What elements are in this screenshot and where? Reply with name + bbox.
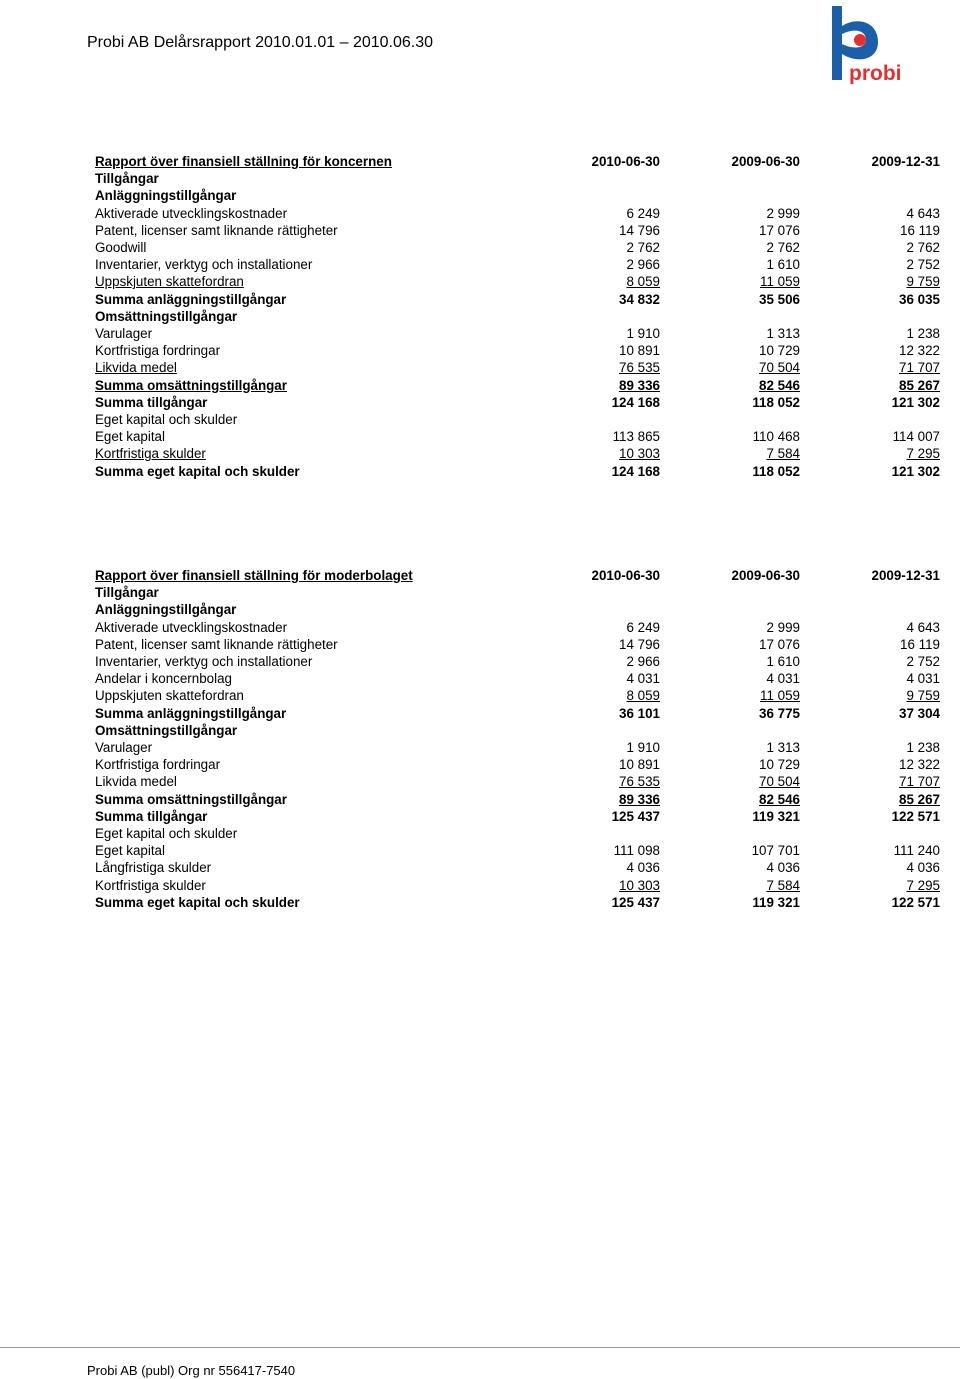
row-value: 4 643 [906, 619, 940, 635]
value-cell [535, 653, 660, 670]
row-value: 2 762 [906, 240, 940, 256]
row-label: Patent, licenser samt liknande rättigheter [95, 636, 338, 652]
value-cell [535, 463, 660, 480]
row-value: 1 313 [766, 740, 800, 756]
value-cell [800, 359, 940, 376]
row-value: 124 168 [611, 394, 660, 410]
row-value: 11 059 [760, 688, 800, 704]
row-value: 4 036 [906, 860, 940, 876]
value-cell [800, 584, 940, 601]
value-cell [660, 170, 800, 187]
row-value: 10 891 [619, 757, 660, 773]
row-label: Anläggningstillgångar [95, 188, 237, 204]
row-value: 16 119 [900, 222, 940, 238]
value-cell [800, 687, 940, 704]
row-value: 12 322 [899, 757, 940, 773]
row-label: Summa eget kapital och skulder [95, 894, 300, 910]
row-value: 76 535 [619, 360, 660, 376]
value-cell [535, 687, 660, 704]
table-row [95, 170, 940, 187]
row-value: 7 584 [766, 446, 800, 462]
value-cell [535, 239, 660, 256]
row-value: 71 707 [899, 360, 940, 376]
table-row [95, 394, 940, 411]
value-cell [535, 877, 660, 894]
row-label: Kortfristiga fordringar [95, 343, 221, 359]
table-row [95, 687, 940, 704]
report-koncernen [95, 153, 940, 480]
row-label: Kortfristiga fordringar [95, 757, 221, 773]
report-body [95, 153, 940, 480]
row-value: 7 295 [906, 877, 940, 893]
footer-org-text: Probi AB (publ) Org nr 556417-7540 [87, 1363, 296, 1378]
table-row [95, 445, 940, 462]
table-row [95, 601, 940, 618]
table-row [95, 584, 940, 601]
value-cell [535, 739, 660, 756]
column-header-date: 2010-06-30 [591, 568, 660, 583]
value-cell [535, 636, 660, 653]
report-body [95, 567, 940, 911]
table-row [95, 291, 940, 308]
value-cell [535, 894, 660, 911]
value-cell [535, 445, 660, 462]
value-cell [660, 773, 800, 790]
row-value: 1 910 [626, 326, 660, 342]
row-value: 4 036 [766, 860, 800, 876]
row-value: 82 546 [759, 791, 800, 807]
value-cell [800, 428, 940, 445]
row-value: 1 238 [906, 740, 940, 756]
row-label: Långfristiga skulder [95, 860, 212, 876]
row-label: Kortfristiga skulder [95, 446, 206, 462]
value-cell [800, 256, 940, 273]
value-cell [535, 756, 660, 773]
value-cell [535, 187, 660, 204]
row-label: Eget kapital och skulder [95, 412, 238, 428]
table-row [95, 877, 940, 894]
table-row [95, 205, 940, 222]
row-label: Summa anläggningstillgångar [95, 291, 287, 307]
row-value: 121 302 [891, 394, 940, 410]
row-label: Summa tillgångar [95, 808, 208, 824]
value-cell [800, 705, 940, 722]
value-cell [800, 636, 940, 653]
row-label: Omsättningstillgångar [95, 722, 238, 738]
row-value: 9 759 [906, 274, 940, 290]
row-value: 36 035 [899, 291, 940, 307]
value-cell [660, 722, 800, 739]
row-label: Eget kapital och skulder [95, 826, 238, 842]
probi-logo [828, 4, 912, 84]
column-header-date: 2010-06-30 [591, 154, 660, 169]
row-value: 2 762 [766, 240, 800, 256]
value-cell [660, 739, 800, 756]
row-value: 36 101 [619, 705, 660, 721]
table-row [95, 791, 940, 808]
value-cell [660, 187, 800, 204]
column-header-date: 2009-06-30 [731, 568, 800, 583]
value-cell [660, 894, 800, 911]
value-cell [660, 411, 800, 428]
row-value: 2 999 [766, 619, 800, 635]
value-cell [800, 325, 940, 342]
row-label: Likvida medel [95, 360, 177, 376]
row-value: 119 321 [752, 894, 800, 910]
value-cell [660, 619, 800, 636]
table-row [95, 705, 940, 722]
row-value: 114 007 [892, 429, 940, 445]
row-label: Varulager [95, 740, 153, 756]
value-cell [535, 325, 660, 342]
value-cell [660, 825, 800, 842]
row-value: 4 036 [626, 860, 660, 876]
table-row [95, 670, 940, 687]
value-cell [800, 239, 940, 256]
row-value: 2 966 [626, 257, 660, 273]
value-cell [660, 342, 800, 359]
report-title: Rapport över finansiell ställning för moderbolaget [95, 568, 413, 583]
row-value: 2 966 [626, 654, 660, 670]
row-value: 1 238 [906, 326, 940, 342]
value-cell [800, 739, 940, 756]
table-row [95, 859, 940, 876]
value-cell [800, 187, 940, 204]
row-value: 6 249 [626, 619, 660, 635]
row-value: 70 504 [759, 360, 800, 376]
value-cell [800, 273, 940, 290]
row-label: Goodwill [95, 240, 147, 256]
table-row [95, 308, 940, 325]
column-header-date: 2009-12-31 [871, 154, 940, 169]
value-cell [535, 428, 660, 445]
row-label: Likvida medel [95, 774, 177, 790]
value-cell [535, 808, 660, 825]
row-label: Inventarier, verktyg och installationer [95, 257, 313, 273]
logo-wordmark: probi [849, 62, 902, 84]
value-cell [660, 291, 800, 308]
value-cell [800, 894, 940, 911]
value-cell [660, 394, 800, 411]
value-cell [660, 601, 800, 618]
table-row [95, 636, 940, 653]
row-label: Patent, licenser samt liknande rättigheter [95, 222, 338, 238]
row-label: Uppskjuten skattefordran [95, 688, 244, 704]
value-cell [800, 722, 940, 739]
row-value: 82 546 [759, 377, 800, 393]
table-row [95, 222, 940, 239]
row-value: 2 762 [626, 240, 660, 256]
value-cell [535, 791, 660, 808]
value-cell [535, 601, 660, 618]
row-value: 111 098 [613, 843, 660, 859]
row-value: 113 865 [612, 429, 660, 445]
column-header-date: 2009-06-30 [731, 154, 800, 169]
value-cell [535, 394, 660, 411]
row-value: 10 729 [759, 757, 800, 773]
row-value: 71 707 [899, 774, 940, 790]
row-label: Eget kapital [95, 843, 165, 859]
report-moderbolaget [95, 567, 940, 911]
row-value: 10 891 [619, 343, 660, 359]
value-cell [535, 205, 660, 222]
row-value: 7 584 [766, 877, 800, 893]
row-value: 89 336 [619, 791, 660, 807]
table-row [95, 739, 940, 756]
table-row [95, 722, 940, 739]
row-value: 8 059 [626, 274, 660, 290]
value-cell [660, 842, 800, 859]
row-value: 125 437 [611, 808, 660, 824]
row-value: 85 267 [899, 791, 940, 807]
value-cell [660, 308, 800, 325]
row-label: Andelar i koncernbolag [95, 671, 232, 687]
row-value: 10 729 [759, 343, 800, 359]
value-cell [660, 273, 800, 290]
row-value: 16 119 [900, 636, 940, 652]
row-value: 35 506 [759, 291, 800, 307]
value-cell [535, 377, 660, 394]
value-cell [535, 825, 660, 842]
value-cell [800, 463, 940, 480]
row-value: 34 832 [619, 291, 660, 307]
value-cell [800, 670, 940, 687]
value-cell [660, 791, 800, 808]
row-value: 111 240 [893, 843, 940, 859]
value-cell [660, 256, 800, 273]
row-value: 119 321 [752, 808, 800, 824]
value-cell [535, 584, 660, 601]
row-value: 37 304 [899, 705, 940, 721]
value-cell [535, 705, 660, 722]
table-row [95, 463, 940, 480]
value-cell [660, 756, 800, 773]
row-value: 110 468 [752, 429, 800, 445]
value-cell [800, 825, 940, 842]
row-label: Summa eget kapital och skulder [95, 463, 300, 479]
value-cell [800, 205, 940, 222]
value-cell [800, 308, 940, 325]
table-row [95, 239, 940, 256]
row-value: 4 031 [766, 671, 800, 687]
row-value: 11 059 [760, 274, 800, 290]
row-value: 1 910 [626, 740, 660, 756]
row-value: 2 752 [906, 654, 940, 670]
row-value: 122 571 [891, 808, 940, 824]
value-cell [660, 670, 800, 687]
row-value: 118 052 [752, 394, 800, 410]
table-row [95, 894, 940, 911]
row-label: Eget kapital [95, 429, 165, 445]
table-row [95, 773, 940, 790]
value-cell [660, 584, 800, 601]
value-cell [800, 773, 940, 790]
value-cell [800, 394, 940, 411]
row-label: Summa anläggningstillgångar [95, 705, 287, 721]
row-label: Anläggningstillgångar [95, 602, 237, 618]
table-row [95, 825, 940, 842]
value-cell [535, 291, 660, 308]
row-label: Tillgångar [95, 585, 159, 601]
row-value: 17 076 [759, 636, 800, 652]
row-label: Summa tillgångar [95, 394, 208, 410]
row-value: 89 336 [619, 377, 660, 393]
value-cell [800, 808, 940, 825]
row-label: Inventarier, verktyg och installationer [95, 654, 313, 670]
row-label: Summa omsättningstillgångar [95, 377, 287, 393]
table-row [95, 428, 940, 445]
table-row [95, 653, 940, 670]
row-label: Varulager [95, 326, 153, 342]
value-cell [660, 445, 800, 462]
table-row [95, 187, 940, 204]
row-value: 122 571 [891, 894, 940, 910]
row-value: 1 610 [766, 257, 800, 273]
value-cell [535, 256, 660, 273]
value-cell [660, 808, 800, 825]
value-cell [535, 359, 660, 376]
value-cell [660, 653, 800, 670]
value-cell [660, 877, 800, 894]
table-row [95, 342, 940, 359]
row-value: 76 535 [619, 774, 660, 790]
value-cell [660, 325, 800, 342]
value-cell [660, 205, 800, 222]
value-cell [800, 756, 940, 773]
row-value: 36 775 [759, 705, 800, 721]
value-cell [800, 222, 940, 239]
row-value: 14 796 [619, 222, 660, 238]
value-cell [800, 791, 940, 808]
table-row [95, 377, 940, 394]
row-value: 4 031 [906, 671, 940, 687]
row-value: 2 752 [906, 257, 940, 273]
report-header-row [95, 153, 940, 170]
report-header-row [95, 567, 940, 584]
table-row [95, 256, 940, 273]
row-value: 9 759 [906, 688, 940, 704]
table-row [95, 411, 940, 428]
table-row [95, 842, 940, 859]
value-cell [800, 859, 940, 876]
row-value: 7 295 [906, 446, 940, 462]
value-cell [535, 273, 660, 290]
value-cell [660, 428, 800, 445]
table-row [95, 325, 940, 342]
row-value: 4 031 [626, 671, 660, 687]
value-cell [800, 445, 940, 462]
report-title: Rapport över finansiell ställning för koncernen [95, 154, 392, 169]
table-row [95, 756, 940, 773]
row-label: Aktiverade utvecklingskostnader [95, 205, 288, 221]
value-cell [535, 411, 660, 428]
row-value: 14 796 [619, 636, 660, 652]
value-cell [660, 636, 800, 653]
row-value: 10 303 [619, 446, 660, 462]
value-cell [800, 342, 940, 359]
value-cell [660, 377, 800, 394]
value-cell [660, 239, 800, 256]
table-row [95, 808, 940, 825]
value-cell [535, 222, 660, 239]
value-cell [800, 291, 940, 308]
table-row [95, 273, 940, 290]
row-label: Aktiverade utvecklingskostnader [95, 619, 288, 635]
value-cell [535, 670, 660, 687]
value-cell [660, 687, 800, 704]
row-value: 70 504 [759, 774, 800, 790]
value-cell [800, 842, 940, 859]
row-value: 121 302 [891, 463, 940, 479]
row-value: 1 610 [766, 654, 800, 670]
value-cell [800, 377, 940, 394]
value-cell [660, 463, 800, 480]
value-cell [535, 859, 660, 876]
value-cell [535, 170, 660, 187]
value-cell [800, 411, 940, 428]
value-cell [660, 359, 800, 376]
row-label: Omsättningstillgångar [95, 308, 238, 324]
value-cell [535, 308, 660, 325]
row-value: 1 313 [766, 326, 800, 342]
row-value: 107 701 [751, 843, 800, 859]
value-cell [800, 653, 940, 670]
footer-divider [0, 1347, 960, 1348]
column-header-date: 2009-12-31 [871, 568, 940, 583]
value-cell [800, 170, 940, 187]
table-row [95, 619, 940, 636]
value-cell [660, 859, 800, 876]
row-value: 4 643 [906, 205, 940, 221]
table-row [95, 359, 940, 376]
row-value: 2 999 [766, 205, 800, 221]
row-value: 125 437 [611, 894, 660, 910]
row-label: Tillgångar [95, 171, 159, 187]
row-value: 10 303 [619, 877, 660, 893]
row-value: 118 052 [752, 463, 800, 479]
value-cell [800, 877, 940, 894]
row-value: 8 059 [626, 688, 660, 704]
row-label: Summa omsättningstillgångar [95, 791, 287, 807]
page-header-title: Probi AB Delårsrapport 2010.01.01 – 2010.06.30 [87, 34, 434, 51]
row-label: Kortfristiga skulder [95, 877, 206, 893]
value-cell [535, 619, 660, 636]
row-value: 85 267 [899, 377, 940, 393]
row-label: Uppskjuten skattefordran [95, 274, 244, 290]
value-cell [535, 842, 660, 859]
row-value: 12 322 [899, 343, 940, 359]
value-cell [660, 705, 800, 722]
value-cell [535, 773, 660, 790]
value-cell [660, 222, 800, 239]
value-cell [535, 342, 660, 359]
value-cell [800, 619, 940, 636]
row-value: 17 076 [759, 222, 800, 238]
row-value: 6 249 [626, 205, 660, 221]
value-cell [800, 601, 940, 618]
row-value: 124 168 [611, 463, 660, 479]
value-cell [535, 722, 660, 739]
